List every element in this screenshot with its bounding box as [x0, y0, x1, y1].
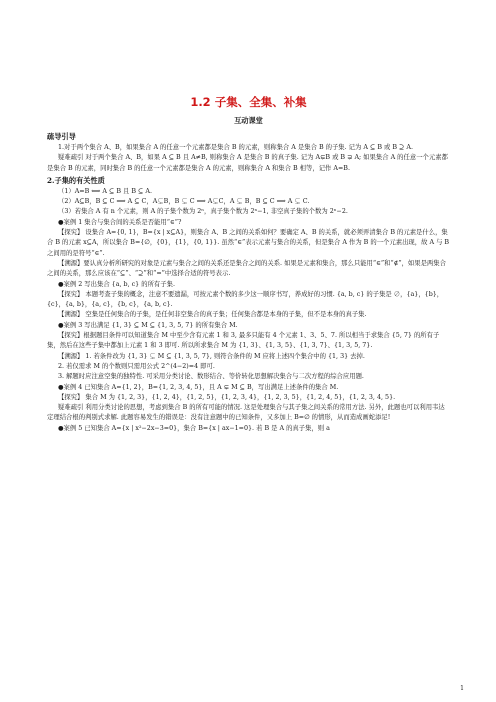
paragraph: 【溯源】要认真分析所研究的对象是元素与集合之间的关系还是集合之间的关系. 如果是元素和集合，那么只能用“∈”和“∉”，如果是两集合之间的关系，那么应该在“⊆”、“⊇”和“=”中选择合适的符号表示. — [47, 259, 446, 278]
paragraph: 【探究】 本题考查子集的概念，注意不要遗漏，可按元素个数的多少这一顺序书写，养成好的习惯. {a, b, c} 的子集是 ∅，{a}，{b}，{c}，{a, b}，{a, c}，{b, c}，{a, b, c}. — [47, 290, 444, 309]
document-body — [47, 132, 450, 434]
page-number: 1 — [460, 685, 464, 692]
paragraph: 【探究】 设集合 A={0, 1}，B={x | x⊆A}，则集合 A、B 之间的关系如何？要确定 A、B 的关系，就必须弄清集合 B 的元素是什么，集合 B 的元素 x⊆A，所以集合 B={∅，{0}，{1}，{0, 1}}. 虽然“∈”表示元素与集合的关系，但是集合 A 作为 B 的一个元素出现，故 A 与 B 之间用的是符号“∈”. — [47, 229, 450, 257]
paragraph: ●案例 5 已知集合 A={x | x²−2x−3=0}，集合 B={x | ax−1=0}. 若 B 是 A 的真子集，则 a — [58, 424, 330, 432]
section-heading: 疏导引导 — [47, 132, 76, 141]
paragraph: 1.对于两个集合 A、B，如果集合 A 的任意一个元素都是集合 B 的元素，则称集合 A 是集合 B 的子集. 记为 A ⊆ B 或 B ⊇ A. — [58, 144, 413, 151]
page-title: 1.2 子集、全集、补集 — [190, 95, 307, 109]
paragraph: ●案例 3 写出满足 {1, 3} ⊆ M ⊆ {1, 3, 5, 7} 的所有集合 M. — [58, 321, 238, 329]
paragraph: 疑难疏引 利用分类讨论的思想，考虑到集合 B 的所有可能的情况. 这是处理集合与其子集之间关系的常用方法. 另外，此题也可以利用韦达定理结合根的判别式求解. 此题容易发生的错误是：没有注意题中的已知条件，又多加上 B=∅ 的情形，从而造成画蛇添足! — [47, 404, 445, 422]
paragraph: 【探究】根据题目条件可以知道集合 M 中至少含有元素 1 和 3, 最多只能有 4 个元素 1、3、5、7. 所以相当于求集合 {5, 7} 的所有子集，然后在这些子集中都加上元素 1 和 3 即可. 所以所求集合 M 为 {1, 3}、{1, 3, 5}、{1, 3, 7}、{1, 3, 5, 7}. — [47, 332, 440, 350]
paragraph: （2）A⊆B，B ⊆ C ⟹ A ⊆ C，A⊊B，B ⊊ C ⟹ A⊊C，A ⊊ B，B ⊆ C ⟹ A ⊊ C. — [58, 198, 310, 206]
paragraph: ●案例 2 写出集合 {a, b, c} 的所有子集. — [58, 280, 175, 288]
paragraph: 疑难疏引 对于两个集合 A、B，如果 A ⊆ B 且 A≠B, 则称集合 A 是集合 B 的真子集. 记为 A⊊B 或 B ⊋ A; 如果集合 A 的任意一个元素都是集合 B 的元素，同时集合 B 的任意一个元素都是集合 A 的元素，则称集合 A 和集合 B 相等，记作 A=B. — [47, 154, 448, 172]
page-subtitle: 互动课堂 — [234, 116, 263, 125]
section-heading: 2.子集的有关性质 — [47, 175, 105, 185]
paragraph: （1）A=B ⟺ A ⊆ B 且 B ⊆ A. — [58, 187, 152, 195]
paragraph: 【溯源】 空集是任何集合的子集，是任何非空集合的真子集；任何集合都是本身的子集，但不是本身的真子集. — [58, 311, 367, 319]
paragraph: ●案例 4 已知集合 A={1, 2}，B={1, 2, 3, 4, 5}，且 A ⊊ M ⊆ B，写出满足上述条件的集合 M. — [58, 383, 339, 391]
paragraph: （3）若集合 A 有 n 个元素，则 A 的子集个数为 2ⁿ，真子集个数为 2ⁿ−1, 非空真子集的个数为 2ⁿ−2. — [58, 208, 348, 216]
paragraph: ●案例 1 集合与集合间的关系是否能用“∈”? — [58, 218, 182, 226]
paragraph: 【探究】 集合 M 为 {1, 2, 3}，{1, 2, 4}，{1, 2, 5}，{1, 2, 3, 4}，{1, 2, 3, 5}，{1, 2, 4, 5}，{1, 2, 3, 4, 5}. — [58, 393, 396, 401]
paragraph: 2. 若仅需求 M 的个数则只需用公式 2^(4−2)=4 即可. — [58, 362, 215, 370]
paragraph: 【溯源】 1. 若条件改为 {1, 3} ⊊ M ⊆ {1, 3, 5, 7}, 则符合条件的 M 应将上述四个集合中的 {1, 3} 去掉. — [58, 352, 365, 360]
paragraph: 3. 解题时应注意空集的独特性. 可采用分类讨论、数形结合、等价转化思想解决集合与二次方程的综合应用题. — [58, 373, 364, 381]
